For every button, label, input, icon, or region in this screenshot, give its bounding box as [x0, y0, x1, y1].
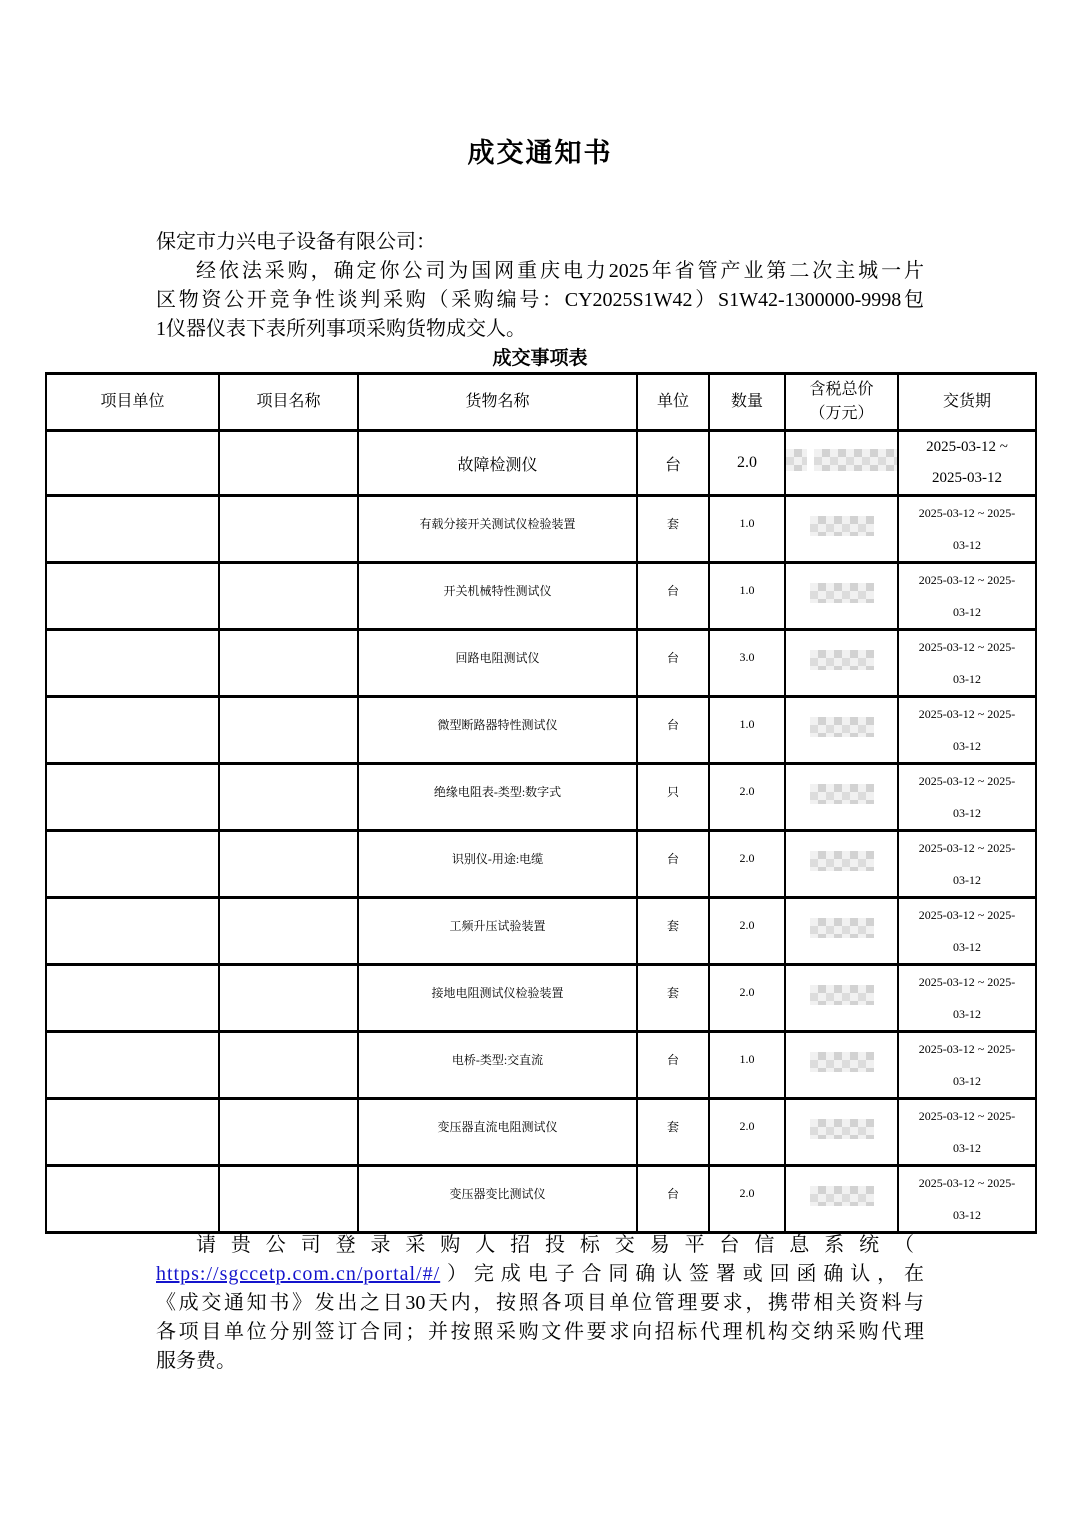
- delivery-date-line1: 2025-03-12 ~ 2025-: [918, 506, 1016, 520]
- cell-price-redacted: [785, 1099, 898, 1166]
- cell-price-redacted: [785, 431, 898, 496]
- cell-delivery-period: [898, 1032, 1036, 1099]
- cell-project-name: [219, 496, 358, 563]
- cell-quantity: 1.0: [709, 563, 785, 630]
- cell-project-unit: [46, 496, 219, 563]
- col-header-project-name: 项目名称: [219, 374, 358, 431]
- cell-price-redacted: [785, 1032, 898, 1099]
- delivery-date-line1: 2025-03-12 ~: [926, 439, 1008, 455]
- cell-goods-name: 开关机械特性测试仪: [358, 563, 637, 630]
- cell-delivery-period: [898, 630, 1036, 697]
- footer-line-4: 各项目单位分别签订合同；并按照采购文件要求向招标代理机构交纳采购代理: [156, 1321, 924, 1343]
- delivery-date-line2: 03-12: [953, 538, 981, 552]
- redaction-block: [786, 449, 897, 471]
- delivery-date-line1: 2025-03-12 ~ 2025-: [918, 1109, 1016, 1123]
- col-header-delivery: 交货期: [898, 374, 1036, 431]
- cell-delivery-period: [898, 496, 1036, 563]
- cell-project-unit: [46, 1099, 219, 1166]
- cell-quantity: 2.0: [709, 898, 785, 965]
- cell-project-name: [219, 764, 358, 831]
- body-line-3: 1仪器仪表下表所列事项采购货物成交人。: [156, 318, 526, 340]
- table-title: 成交事项表: [492, 348, 588, 369]
- table-row: [46, 563, 1036, 630]
- cell-project-unit: [46, 831, 219, 898]
- body-line-2: 区物资公开竞争性谈判采购（采购编号：CY2025S1W42）S1W42-1300000-9998包: [156, 289, 924, 311]
- col-header-quantity: 数量: [709, 374, 785, 431]
- table-row: [46, 630, 1036, 697]
- cell-unit: 台: [637, 630, 709, 697]
- cell-project-unit: [46, 965, 219, 1032]
- footer-line-2: [156, 1260, 924, 1289]
- cell-goods-name: 故障检测仪: [358, 431, 637, 496]
- cell-project-name: [219, 1032, 358, 1099]
- cell-delivery-period: [898, 1166, 1036, 1233]
- delivery-date-line1: 2025-03-12 ~ 2025-: [918, 841, 1016, 855]
- recipient-line: 保定市力兴电子设备有限公司：: [156, 231, 436, 253]
- cell-price-redacted: [785, 1166, 898, 1233]
- cell-unit: 套: [637, 898, 709, 965]
- cell-delivery-period: [898, 965, 1036, 1032]
- cell-goods-name: 微型断路器特性测试仪: [358, 697, 637, 764]
- col-header-price-line1: 含税总价: [809, 381, 874, 398]
- cell-delivery-period: [898, 563, 1036, 630]
- table-row: [46, 965, 1036, 1032]
- cell-project-name: [219, 965, 358, 1032]
- delivery-date-line2: 03-12: [953, 1141, 981, 1155]
- col-header-project-unit: 项目单位: [46, 374, 219, 431]
- delivery-date-line1: 2025-03-12 ~ 2025-: [918, 640, 1016, 654]
- cell-quantity: 3.0: [709, 630, 785, 697]
- cell-project-name: [219, 697, 358, 764]
- cell-goods-name: 变压器直流电阻测试仪: [358, 1099, 637, 1166]
- cell-delivery-period: [898, 697, 1036, 764]
- table-row: [46, 431, 1036, 496]
- cell-project-unit: [46, 898, 219, 965]
- footer-line-1: 请贵公司登录采购人招投标交易平台信息系统（: [196, 1234, 924, 1256]
- delivery-date-line1: 2025-03-12 ~ 2025-: [918, 573, 1016, 587]
- cell-project-unit: [46, 563, 219, 630]
- body-paragraph: [156, 228, 924, 344]
- cell-goods-name: 接地电阻测试仪检验装置: [358, 965, 637, 1032]
- cell-unit: 台: [637, 697, 709, 764]
- cell-quantity: 1.0: [709, 1032, 785, 1099]
- cell-price-redacted: [785, 630, 898, 697]
- col-header-price-line2: （万元）: [809, 405, 874, 422]
- cell-delivery-period: [898, 898, 1036, 965]
- delivery-date-line1: 2025-03-12 ~ 2025-: [918, 707, 1016, 721]
- cell-unit: 只: [637, 764, 709, 831]
- cell-delivery-period: [898, 831, 1036, 898]
- delivery-date-line2: 03-12: [953, 1208, 981, 1222]
- cell-quantity: 2.0: [709, 831, 785, 898]
- cell-price-redacted: [785, 697, 898, 764]
- table-row: [46, 898, 1036, 965]
- redaction-block: [786, 717, 897, 737]
- cell-unit: 套: [637, 965, 709, 1032]
- portal-link[interactable]: https://sgccetp.com.cn/portal/#/: [156, 1263, 441, 1285]
- col-header-goods-name: 货物名称: [358, 374, 637, 431]
- delivery-date-line2: 03-12: [953, 806, 981, 820]
- table-row: [46, 1032, 1036, 1099]
- cell-project-unit: [46, 1032, 219, 1099]
- cell-project-unit: [46, 1166, 219, 1233]
- cell-goods-name: 变压器变比测试仪: [358, 1166, 637, 1233]
- cell-project-name: [219, 431, 358, 496]
- delivery-date-line2: 03-12: [953, 1074, 981, 1088]
- footer-line-2-rest: ）完成电子合同确认签署或回函确认，在: [440, 1263, 924, 1285]
- delivery-date-line2: 03-12: [953, 873, 981, 887]
- cell-goods-name: 回路电阻测试仪: [358, 630, 637, 697]
- redaction-block: [786, 918, 897, 938]
- cell-quantity: 2.0: [709, 965, 785, 1032]
- redaction-block: [786, 1119, 897, 1139]
- cell-price-redacted: [785, 764, 898, 831]
- redaction-block: [786, 1052, 897, 1072]
- cell-goods-name: 识别仪-用途:电缆: [358, 831, 637, 898]
- cell-project-name: [219, 1099, 358, 1166]
- cell-price-redacted: [785, 898, 898, 965]
- table-row: [46, 697, 1036, 764]
- cell-project-name: [219, 630, 358, 697]
- cell-price-redacted: [785, 563, 898, 630]
- cell-project-unit: [46, 764, 219, 831]
- delivery-date-line1: 2025-03-12 ~ 2025-: [918, 774, 1016, 788]
- redaction-block: [786, 1186, 897, 1206]
- redaction-block: [786, 516, 897, 536]
- table-row: [46, 831, 1036, 898]
- cell-delivery-period: [898, 431, 1036, 496]
- delivery-date-line2: 03-12: [953, 739, 981, 753]
- cell-project-name: [219, 831, 358, 898]
- redaction-block: [786, 851, 897, 871]
- redaction-block: [786, 985, 897, 1005]
- cell-quantity: 2.0: [709, 1166, 785, 1233]
- cell-goods-name: 工频升压试验装置: [358, 898, 637, 965]
- delivery-date-line1: 2025-03-12 ~ 2025-: [918, 1042, 1016, 1056]
- col-header-price: [785, 374, 898, 431]
- footer-paragraph: [156, 1231, 924, 1376]
- page-title: 成交通知书: [467, 138, 613, 168]
- table-row: [46, 496, 1036, 563]
- cell-unit: 台: [637, 563, 709, 630]
- cell-goods-name: 有载分接开关测试仪检验装置: [358, 496, 637, 563]
- table-row: [46, 1099, 1036, 1166]
- cell-project-name: [219, 563, 358, 630]
- cell-goods-name: 电桥-类型:交直流: [358, 1032, 637, 1099]
- cell-project-unit: [46, 431, 219, 496]
- cell-unit: 台: [637, 1032, 709, 1099]
- delivery-date-line1: 2025-03-12 ~ 2025-: [918, 1176, 1016, 1190]
- body-line-1: 经依法采购，确定你公司为国网重庆电力2025年省管产业第二次主城一片: [196, 260, 924, 282]
- table-header-row: [46, 374, 1036, 431]
- cell-quantity: 2.0: [709, 764, 785, 831]
- footer-line-5: 服务费。: [156, 1350, 236, 1372]
- cell-unit: 套: [637, 496, 709, 563]
- delivery-date-line2: 03-12: [953, 605, 981, 619]
- cell-unit: 套: [637, 1099, 709, 1166]
- cell-unit: 台: [637, 431, 709, 496]
- cell-project-name: [219, 898, 358, 965]
- footer-line-3: 《成交通知书》发出之日30天内，按照各项目单位管理要求，携带相关资料与: [156, 1292, 924, 1314]
- col-header-unit: 单位: [637, 374, 709, 431]
- delivery-date-line2: 03-12: [953, 940, 981, 954]
- cell-project-name: [219, 1166, 358, 1233]
- deal-items-table: [45, 372, 1037, 1234]
- cell-quantity: 1.0: [709, 697, 785, 764]
- cell-quantity: 2.0: [709, 431, 785, 496]
- delivery-date-line1: 2025-03-12 ~ 2025-: [918, 908, 1016, 922]
- redaction-block: [786, 583, 897, 603]
- cell-delivery-period: [898, 1099, 1036, 1166]
- cell-quantity: 1.0: [709, 496, 785, 563]
- cell-goods-name: 绝缘电阻表-类型:数字式: [358, 764, 637, 831]
- cell-price-redacted: [785, 496, 898, 563]
- redaction-block: [786, 784, 897, 804]
- cell-price-redacted: [785, 965, 898, 1032]
- delivery-date-line2: 03-12: [953, 672, 981, 686]
- table-row: [46, 1166, 1036, 1233]
- cell-delivery-period: [898, 764, 1036, 831]
- cell-price-redacted: [785, 831, 898, 898]
- cell-project-unit: [46, 697, 219, 764]
- cell-project-unit: [46, 630, 219, 697]
- delivery-date-line2: 03-12: [953, 1007, 981, 1021]
- delivery-date-line2: 2025-03-12: [932, 470, 1002, 486]
- redaction-block: [786, 650, 897, 670]
- cell-unit: 台: [637, 831, 709, 898]
- cell-unit: 台: [637, 1166, 709, 1233]
- table-row: [46, 764, 1036, 831]
- cell-quantity: 2.0: [709, 1099, 785, 1166]
- delivery-date-line1: 2025-03-12 ~ 2025-: [918, 975, 1016, 989]
